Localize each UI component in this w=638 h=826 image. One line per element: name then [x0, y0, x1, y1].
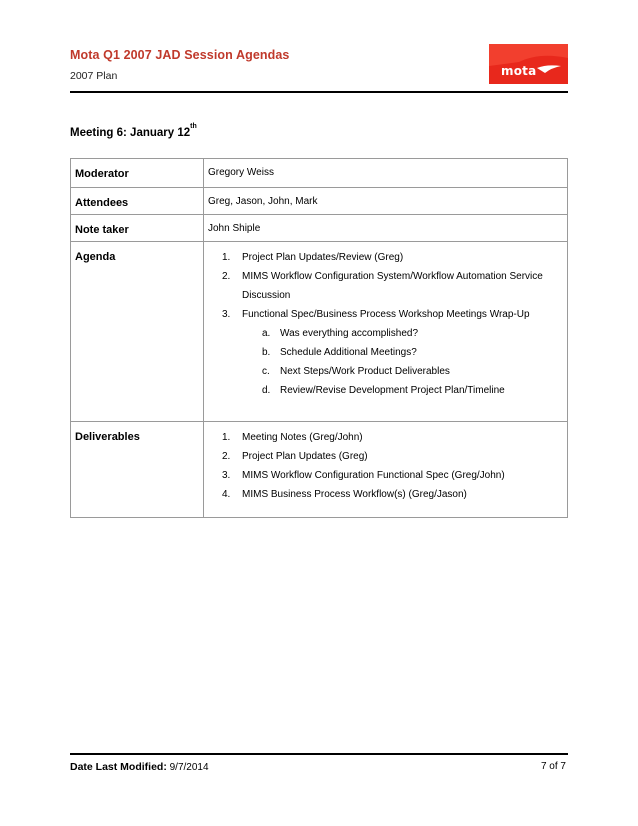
list-item: c. Next Steps/Work Product Deliverables: [262, 366, 450, 377]
list-item: 4. MIMS Business Process Workflow(s) (Greg/Jason): [222, 489, 467, 500]
attendees-value: Greg, Jason, John, Mark: [204, 188, 568, 215]
agenda-table: [70, 158, 568, 518]
moderator-label: Moderator: [71, 159, 204, 188]
logo-text: mota: [501, 64, 537, 78]
page-number: 7 of 7: [540, 761, 566, 772]
table-row-attendees: [71, 188, 568, 215]
list-item: 2. MIMS Workflow Configuration System/Workflow Automation Service Discussion: [222, 271, 543, 301]
meeting-title: Meeting 6: January 12th: [70, 123, 197, 139]
agenda-list: [208, 248, 559, 400]
table-row-moderator: [71, 159, 568, 188]
footer-divider: [70, 753, 568, 755]
deliverables-list-cell: [204, 422, 568, 518]
document-title: Mota Q1 2007 JAD Session Agendas: [70, 48, 290, 62]
deliverables-list: [208, 428, 559, 504]
list-item: 3. Functional Spec/Business Process Workshop Meetings Wrap-Up a. Was everything accomplished? b. Schedule Additional Meetings? c. Next Steps/Work Product Deliverables d. Review/Revise Development Project Plan/Timeline: [208, 305, 559, 400]
mota-logo: [489, 44, 568, 84]
attendees-label: Attendees: [71, 188, 204, 215]
list-item: b. Schedule Additional Meetings?: [262, 347, 417, 358]
deliverables-label: Deliverables: [71, 422, 204, 518]
agenda-sublist: [242, 324, 559, 400]
table-row-deliverables: [71, 422, 568, 518]
date-modified-value: 9/7/2014: [169, 762, 209, 773]
moderator-value: Gregory Weiss: [204, 159, 568, 188]
document-subtitle: 2007 Plan: [70, 70, 118, 82]
table-row-note-taker: [71, 215, 568, 242]
page-footer: [70, 761, 568, 773]
note-taker-label: Note taker: [71, 215, 204, 242]
list-item: a. Was everything accomplished?: [262, 328, 419, 339]
agenda-list-cell: [204, 242, 568, 422]
list-item: d. Review/Revise Development Project Plan/Timeline: [262, 385, 505, 396]
list-item: 3. MIMS Workflow Configuration Functional Spec (Greg/John): [222, 470, 505, 481]
page-header: [70, 47, 568, 92]
agenda-label: Agenda: [71, 242, 204, 422]
note-taker-value: John Shiple: [204, 215, 568, 242]
list-item: 2. Project Plan Updates (Greg): [222, 451, 368, 462]
header-divider: [70, 91, 568, 93]
list-item: 1. Project Plan Updates/Review (Greg): [222, 252, 404, 263]
table-row-agenda: [71, 242, 568, 422]
list-item: 1. Meeting Notes (Greg/John): [222, 432, 363, 443]
date-modified-label: Date Last Modified:: [70, 761, 167, 773]
